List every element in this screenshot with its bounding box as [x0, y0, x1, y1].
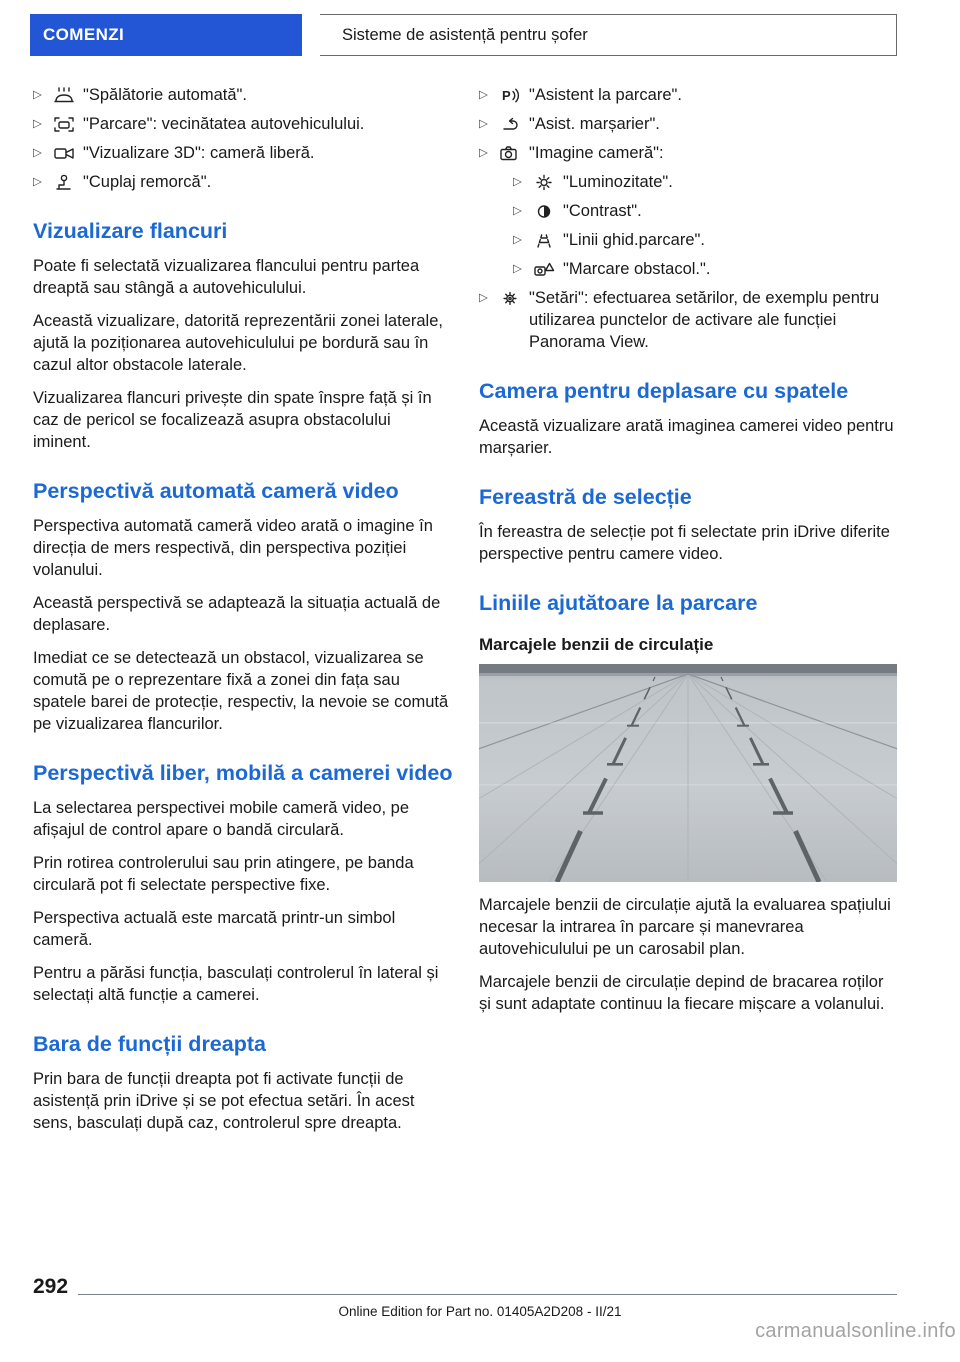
paragraph: Prin rotirea controlerului sau prin atingere, pe banda circulară pot fi selectate perspective fixe.	[33, 854, 414, 894]
list-item	[513, 171, 899, 193]
triangle-bullet-icon: ▷	[479, 89, 488, 101]
triangle-bullet-icon: ▷	[33, 89, 42, 101]
list-item	[479, 142, 899, 164]
list-item	[33, 142, 453, 164]
paragraph: Marcajele benzii de circulație depind de bracarea roților și sunt adaptate continuu la fiecare mișcare a volanului.	[479, 973, 885, 1013]
paragraph: La selectarea perspectivei mobile cameră video, pe afișajul de control apare o bandă circulară.	[33, 799, 410, 839]
page-header	[30, 14, 897, 56]
content-columns	[33, 84, 899, 1145]
chapter-title-box	[320, 14, 897, 56]
parking-vicinity-icon	[53, 113, 83, 135]
list-item-text: "Linii ghid.parcare".	[563, 231, 705, 249]
heading-camera-deplasare-spate: Camera pentru deplasare cu spatele	[479, 379, 849, 403]
triangle-bullet-icon: ▷	[33, 176, 42, 188]
right-column	[479, 84, 899, 1145]
heading-fereastra-selectie: Fereastră de selecție	[479, 485, 692, 509]
heading-perspectiva-libera: Perspectivă liber, mobilă a camerei video	[33, 761, 453, 785]
heading-vizualizare-flancuri: Vizualizare flancuri	[33, 219, 228, 243]
triangle-bullet-icon: ▷	[33, 118, 42, 130]
trailer-hitch-icon	[53, 171, 83, 193]
list-item-text: "Cuplaj remorcă".	[83, 173, 212, 191]
triangle-bullet-icon: ▷	[479, 292, 488, 304]
lane-markings-illustration	[479, 664, 897, 882]
paragraph: Această vizualizare, datorită reprezentării zonei laterale, ajută la poziționarea autovehiculului pe bordură sau în cazul altor obstacole laterale.	[33, 312, 443, 374]
list-item	[513, 200, 899, 222]
contrast-icon	[533, 200, 563, 222]
list-item-text: "Setări": efectuarea setărilor, de exemplu pentru utilizarea punctelor de activare ale funcției Panorama View.	[529, 289, 880, 351]
edition-note: Online Edition for Part no. 01405A2D208 - II/21	[338, 1304, 622, 1319]
paragraph: Vizualizarea flancuri privește din spate înspre față și în caz de pericol se focalizează asupra obstacolului iminent.	[33, 389, 432, 451]
list-item-text: "Imagine cameră":	[529, 144, 664, 162]
paragraph: Marcajele benzii de circulație ajută la evaluarea spațiului necesar la intrarea în parcare și manevrarea autovehiculului pe un carosabil plan.	[479, 896, 891, 958]
obstacle-marking-icon	[533, 258, 563, 280]
camera-image-sublist	[513, 171, 899, 280]
triangle-bullet-icon: ▷	[513, 263, 522, 275]
triangle-bullet-icon: ▷	[33, 147, 42, 159]
brightness-icon	[533, 171, 563, 193]
list-item	[33, 84, 453, 106]
list-item-text: "Asistent la parcare".	[529, 86, 682, 104]
settings-icon	[499, 287, 529, 309]
list-item-text: "Vizualizare 3D": cameră liberă.	[83, 144, 315, 162]
list-item	[33, 113, 453, 135]
list-item-text: "Spălătorie automată".	[83, 86, 247, 104]
chapter-tab: COMENZI	[30, 14, 302, 56]
triangle-bullet-icon: ▷	[513, 234, 522, 246]
heading-bara-functii-dreapta: Bara de funcții dreapta	[33, 1032, 266, 1056]
paragraph: Perspectiva automată cameră video arată o imagine în direcția de mers respectivă, din perspectiva poziției volanului.	[33, 517, 433, 579]
footer-rule-row	[33, 1276, 897, 1297]
assist-functions-list	[479, 84, 899, 164]
list-item-text: "Luminozitate".	[563, 173, 673, 191]
list-item-text: "Contrast".	[563, 202, 642, 220]
list-item-text: "Asist. marșarier".	[529, 115, 660, 133]
paragraph: Poate fi selectată vizualizarea flancului pentru partea dreaptă sau stângă a autovehiculului.	[33, 257, 420, 297]
list-item	[513, 229, 899, 251]
camera-image-icon	[499, 142, 529, 164]
heading-perspectiva-automata: Perspectivă automată cameră video	[33, 479, 399, 503]
assist-functions-list-continued	[479, 287, 899, 353]
heading-linii-ajutatoare: Liniile ajutătoare la parcare	[479, 591, 758, 615]
reversing-assistant-icon	[499, 113, 529, 135]
paragraph: În fereastra de selecție pot fi selectate prin iDrive diferite perspective pentru camere video.	[479, 523, 890, 563]
list-item	[479, 113, 899, 135]
page-number: 292	[33, 1275, 69, 1298]
list-item	[479, 287, 899, 353]
paragraph: Această vizualizare arată imaginea camerei video pentru marșarier.	[479, 417, 894, 457]
page-title: Sisteme de asistență pentru șofer	[342, 25, 588, 44]
watermark: carmanualsonline.info	[755, 1320, 956, 1342]
left-column	[33, 84, 453, 1145]
camera-views-list	[33, 84, 453, 193]
paragraph: Pentru a părăsi funcția, basculați controlerul în lateral și selectați altă funcție a camerei.	[33, 964, 439, 1004]
paragraph: Perspectiva actuală este marcată printr-un simbol cameră.	[33, 909, 396, 949]
triangle-bullet-icon: ▷	[479, 147, 488, 159]
paragraph: Prin bara de funcții dreapta pot fi activate funcții de asistență prin iDrive și se pot efectua setări. În acest sens, basculați după caz, controlerul spre dreapta.	[33, 1070, 415, 1132]
list-item	[479, 84, 899, 106]
parking-assistant-icon	[499, 84, 529, 106]
list-item	[33, 171, 453, 193]
parking-guide-lines-icon	[533, 229, 563, 251]
view-3d-icon	[53, 142, 83, 164]
subheading-marcaje-banda: Marcajele benzii de circulație	[479, 635, 714, 654]
triangle-bullet-icon: ▷	[513, 205, 522, 217]
car-wash-icon	[53, 84, 83, 106]
paragraph: Această perspectivă se adaptează la situația actuală de deplasare.	[33, 594, 441, 634]
list-item-text: "Parcare": vecinătatea autovehiculului.	[83, 115, 365, 133]
list-item-text: "Marcare obstacol.".	[563, 260, 711, 278]
paragraph: Imediat ce se detectează un obstacol, vizualizarea se comută pe o reprezentare fixă a zonei din fața sau spatele barei de protecție, respectiv, la nevoie se comută pe vizualizarea flancurilor.	[33, 649, 449, 733]
triangle-bullet-icon: ▷	[479, 118, 488, 130]
footer-rule	[78, 1294, 897, 1295]
list-item	[513, 258, 899, 280]
triangle-bullet-icon: ▷	[513, 176, 522, 188]
